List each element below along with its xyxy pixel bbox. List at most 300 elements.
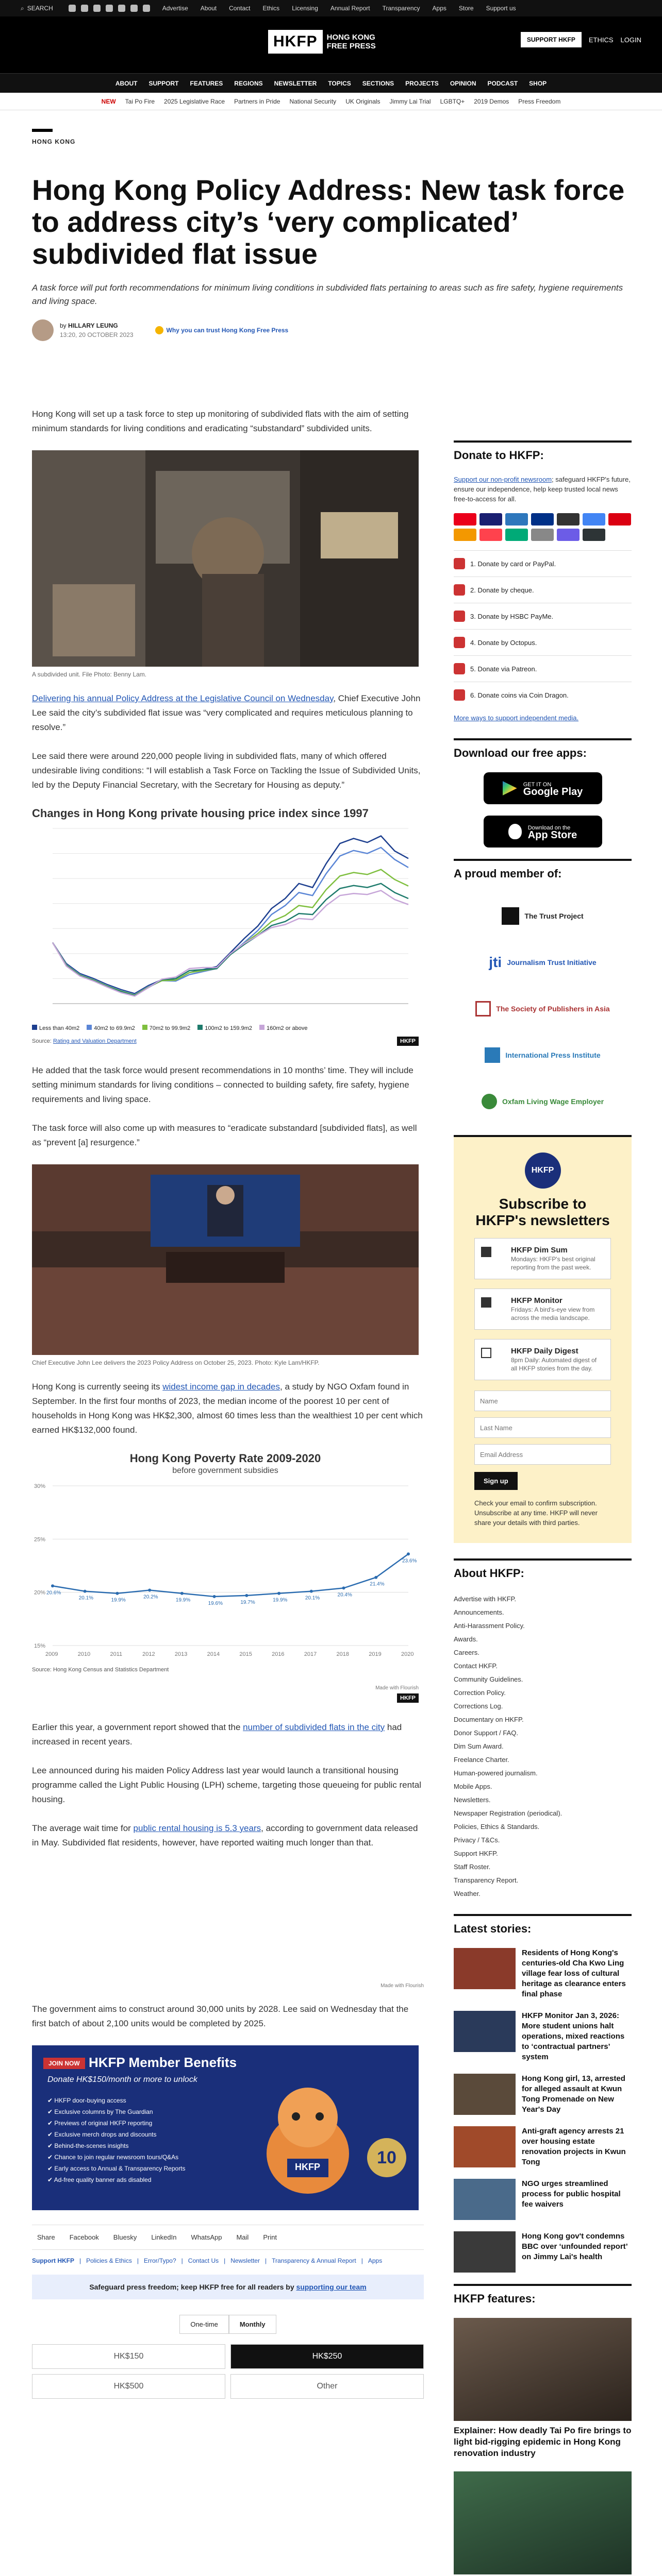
- octopus-icon: [454, 637, 465, 648]
- paragraph: He added that the task force would present recommendations in 10 months’ time. They will include setting minimum standards for living conditions – connected to building safety, fire safety, hygiene requirements and living space.: [32, 1065, 413, 1104]
- footer-link[interactable]: Error/Typo?: [143, 2257, 176, 2264]
- photo-caption: A subdivided unit. File Photo: Benny Lam.: [32, 671, 147, 678]
- info-icon: [155, 326, 163, 334]
- latest-stories: [454, 1948, 632, 2273]
- amex-icon: [505, 513, 528, 526]
- data-point: [374, 1576, 377, 1579]
- about-link[interactable]: Community Guidelines.: [454, 1675, 523, 1683]
- benefit-item: ✔ Early access to Annual & Transparency Reports: [47, 2165, 186, 2172]
- latest-story[interactable]: HKFP Monitor Jan 3, 2026: More student unions halt operations, mixed reactions to ‘contractual partners’ system: [454, 2011, 632, 2062]
- nav-item[interactable]: PROJECTS: [405, 79, 439, 87]
- data-point: [310, 1590, 313, 1593]
- newsletter-option[interactable]: HKFP Dim Sum Mondays: HKFP's best original reporting from the past week.: [474, 1238, 611, 1279]
- data-point: [407, 1552, 410, 1555]
- octopus-icon: [454, 529, 476, 541]
- feature-image: [454, 2318, 632, 2421]
- rss-icon[interactable]: [143, 5, 150, 12]
- rental-housing-link[interactable]: public rental housing is 5.3 years: [133, 1823, 261, 1833]
- subnav-item[interactable]: Jimmy Lai Trial: [389, 97, 431, 105]
- nav-item[interactable]: PODCAST: [487, 79, 518, 87]
- safeguard-banner: Safeguard press freedom; keep HKFP free for all readers by supporting our team: [32, 2275, 424, 2299]
- category-rule: [32, 129, 53, 132]
- share-linkedin[interactable]: LinkedIn: [151, 2233, 177, 2241]
- about-link[interactable]: Policies, Ethics & Standards.: [454, 1823, 540, 1831]
- footer-link[interactable]: Contact Us: [188, 2257, 219, 2264]
- share-bluesky[interactable]: Bluesky: [113, 2233, 137, 2241]
- share-whatsapp[interactable]: WhatsApp: [191, 2233, 222, 2241]
- x-tick-label: 2015: [239, 1651, 252, 1657]
- x-tick-label: 2014: [207, 1651, 220, 1657]
- benefit-item: ✔ Ad-free quality banner ads disabled: [47, 2176, 152, 2183]
- last-name-input[interactable]: [474, 1417, 611, 1438]
- article-title: Hong Kong Policy Address: New task force to address city’s ‘very complicated’ subdivided flat issue: [32, 174, 625, 270]
- member-logo[interactable]: The Trust Project: [454, 893, 632, 939]
- share-facebook[interactable]: Facebook: [69, 2233, 99, 2241]
- y-tick-label: 30%: [34, 1483, 46, 1489]
- benefit-item: ✔ Previews of original HKFP reporting: [47, 2120, 153, 2127]
- data-label: 20.2%: [143, 1594, 158, 1600]
- sub-nav: [0, 93, 662, 110]
- donate-method[interactable]: 3. Donate by HSBC PayMe.: [454, 603, 632, 629]
- nav-item[interactable]: ABOUT: [115, 79, 138, 87]
- mastercard-icon: [454, 513, 476, 526]
- topbar-link[interactable]: Contact: [229, 5, 251, 12]
- jti-icon: jti: [489, 954, 502, 970]
- about-link[interactable]: Announcements.: [454, 1608, 504, 1616]
- newsletter-option[interactable]: HKFP Daily Digest 8pm Daily: Automated digest of all HKFP stories from the day.: [474, 1339, 611, 1380]
- paragraph: The government aims to construct around 30,000 units by 2028. Lee said on Wednesday that the first batch of about 2,100 units would be completed by 2025.: [32, 2004, 409, 2028]
- x-tick-label: 2017: [304, 1651, 317, 1657]
- more-ways-link[interactable]: More ways to support independent media.: [454, 714, 579, 722]
- topbar-link[interactable]: About: [200, 5, 217, 12]
- data-label: 19.9%: [273, 1597, 288, 1603]
- legend-swatch: [32, 1025, 37, 1030]
- hkfp-chart-badge: HKFP: [397, 1037, 419, 1046]
- visa-icon: [479, 513, 502, 526]
- data-point: [51, 1584, 54, 1587]
- paragraph: The average wait time for public rental housing is 5.3 years, according to government data released in May. Subdivided flat residents, however, have reported waiting much longer than that.: [32, 1823, 418, 1848]
- facebook-icon[interactable]: [69, 5, 76, 12]
- trust-project-icon: [502, 907, 519, 925]
- article-header: [32, 129, 630, 341]
- x-tick-label: 2011: [110, 1651, 123, 1657]
- amount-option[interactable]: Other: [230, 2374, 424, 2399]
- member-logo[interactable]: jti Journalism Trust Initiative: [489, 954, 597, 970]
- article-body: [32, 407, 424, 2399]
- member-logo[interactable]: Oxfam Living Wage Employer: [454, 1078, 632, 1125]
- subnav-item[interactable]: UK Originals: [345, 97, 380, 105]
- subnav-item[interactable]: National Security: [289, 97, 337, 105]
- footer-link[interactable]: Apps: [368, 2257, 383, 2264]
- made-with-flourish[interactable]: Made with Flourish: [380, 1983, 424, 1989]
- data-label: 20.1%: [78, 1595, 94, 1601]
- data-point: [245, 1594, 248, 1597]
- footer-link[interactable]: Policies & Ethics: [86, 2257, 132, 2264]
- newsletter-note: Check your email to confirm subscription. Unsubscribe at any time. HKFP will never share your details with third parties.: [474, 1499, 598, 1527]
- member-heading: A proud member of:: [454, 859, 632, 886]
- chart-subtitle: before government subsidies: [172, 1466, 278, 1475]
- story-thumbnail: [454, 2231, 516, 2273]
- legend-entry: 100m2 to 159.9m2: [197, 1025, 252, 1031]
- about-link[interactable]: Contact HKFP.: [454, 1662, 498, 1670]
- newsletter-option[interactable]: HKFP Monitor Fridays: A bird's-eye view from across the media landscape.: [474, 1289, 611, 1330]
- newsletter-box: [454, 1135, 632, 1543]
- series-line: [53, 1554, 408, 1597]
- footer-links: Support HKFP | Policies & Ethics | Error/Typo? | Contact Us | Newsletter | Transparency & Annual Report | Apps: [32, 2257, 383, 2264]
- about-link[interactable]: Anti-Harassment Policy.: [454, 1622, 525, 1630]
- fps-icon: [505, 529, 528, 541]
- social-icons: [69, 5, 150, 12]
- footer-link[interactable]: Support HKFP: [32, 2257, 74, 2264]
- topbar-link[interactable]: Licensing: [292, 5, 318, 12]
- check-icon: ✔: [47, 2176, 54, 2183]
- article-category[interactable]: HONG KONG: [32, 138, 76, 145]
- nav-item[interactable]: OPINION: [450, 79, 476, 87]
- data-point: [180, 1592, 184, 1595]
- about-link[interactable]: Advertise with HKFP.: [454, 1595, 517, 1603]
- banner-subtitle: Donate HK$150/month or more to unlock: [47, 2075, 197, 2084]
- instagram-icon[interactable]: [93, 5, 101, 12]
- checkbox[interactable]: [481, 1247, 491, 1257]
- about-link[interactable]: Careers.: [454, 1649, 479, 1656]
- paragraph: Lee announced during his maiden Policy Address last year would launch a transitional housing programme called the Light Public Housing (LPH) scheme, targeting those queueing for public rental housing.: [32, 1766, 422, 1804]
- x-tick-label: 2020: [401, 1651, 414, 1657]
- data-label: 23.6%: [402, 1558, 417, 1564]
- series-line: [53, 870, 408, 995]
- google-play-button[interactable]: GET IT ON Google Play: [484, 772, 602, 804]
- about-link[interactable]: Support HKFP.: [454, 1850, 498, 1857]
- trust-link[interactable]: Why you can trust Hong Kong Free Press: [155, 326, 289, 334]
- banner-title: HKFP Member Benefits: [89, 2055, 237, 2070]
- app-store-button[interactable]: Download on the App Store: [484, 816, 602, 848]
- amount-option[interactable]: HK$150: [32, 2344, 225, 2369]
- donate-method[interactable]: 5. Donate via Patreon.: [454, 655, 632, 682]
- series-line: [53, 848, 408, 995]
- y-tick-label: 20%: [34, 1589, 46, 1596]
- youtube-icon[interactable]: [106, 5, 113, 12]
- paragraph: Lee said there were around 220,000 people living in subdivided flats, many of which offered undesirable living conditions: “I will establish a Task Force on Tackling the Issue of Subdivided Units, led by the Deputy Financial Secretary, with the Secretary for Housing as deputy.”: [32, 751, 421, 790]
- name-input[interactable]: [474, 1391, 611, 1411]
- donate-heading: Donate to HKFP:: [454, 440, 632, 467]
- checkbox[interactable]: [481, 1348, 491, 1358]
- apps-heading: Download our free apps:: [454, 738, 632, 765]
- amount-option[interactable]: HK$250: [230, 2344, 424, 2369]
- amount-option[interactable]: HK$500: [32, 2374, 225, 2399]
- data-label: 19.9%: [111, 1597, 126, 1603]
- site-logo[interactable]: HKFP HONG KONG FREE PRESS: [268, 30, 376, 54]
- benefit-item: ✔ Behind-the-scenes insights: [47, 2142, 129, 2149]
- latest-story[interactable]: Hong Kong girl, 13, arrested for alleged assault at Kwun Tong Promenade on New Year's Day: [454, 2074, 632, 2115]
- donate-method[interactable]: 6. Donate coins via Coin Dragon.: [454, 682, 632, 708]
- chart-title: Hong Kong Poverty Rate 2009-2020: [129, 1452, 321, 1465]
- about-heading: About HKFP:: [454, 1558, 632, 1585]
- payme-icon: [454, 611, 465, 622]
- member-logo[interactable]: The Society of Publishers in Asia: [454, 986, 632, 1032]
- main-nav: [0, 73, 662, 93]
- share-label: Share: [37, 2233, 55, 2241]
- paragraph: The task force will also come up with measures to “eradicate substandard [subdivided flats], as well as “prevent [a] resurgence.”: [32, 1123, 417, 1147]
- feature-story[interactable]: Explainer: How deadly Tai Po fire brings to light bid-rigging epidemic in Hong Kong renovation industry: [454, 2318, 632, 2459]
- cheque-icon: [454, 584, 465, 596]
- tab-one-time[interactable]: One-time: [179, 2315, 228, 2334]
- google-pay-icon: [583, 513, 605, 526]
- share-mail[interactable]: Mail: [236, 2233, 249, 2241]
- features-heading: HKFP features:: [454, 2284, 632, 2311]
- join-now-tag[interactable]: JOIN NOW: [43, 2058, 85, 2069]
- legend-swatch: [142, 1025, 147, 1030]
- patreon-icon: [454, 663, 465, 674]
- sidebar: [454, 440, 632, 2576]
- support-team-link[interactable]: supporting our team: [296, 2283, 367, 2291]
- subdivided-unit-photo: [32, 450, 419, 667]
- data-point: [148, 1589, 151, 1592]
- data-label: 21.4%: [370, 1581, 385, 1587]
- author-avatar: [32, 319, 54, 341]
- check-icon: ✔: [47, 2131, 55, 2138]
- search-link[interactable]: ⌕ SEARCH: [21, 4, 53, 12]
- donate-method[interactable]: 4. Donate by Octopus.: [454, 629, 632, 655]
- latest-heading: Latest stories:: [454, 1914, 632, 1941]
- nav-item[interactable]: REGIONS: [234, 79, 263, 87]
- topbar-link[interactable]: Ethics: [262, 5, 280, 12]
- story-thumbnail: [454, 2126, 516, 2167]
- payme-icon: [608, 513, 631, 526]
- footer-link[interactable]: Newsletter: [230, 2257, 260, 2264]
- data-label: 20.6%: [46, 1590, 61, 1596]
- series-line: [53, 890, 408, 996]
- paragraph: Delivering his annual Policy Address at the Legislative Council on Wednesday, Chief Executive John Lee said the city’s subdivided flat issue was “very complicated and requires meticulous planning to resolve.”: [32, 693, 421, 732]
- threads-icon[interactable]: [130, 5, 138, 12]
- about-link[interactable]: Corrections Log.: [454, 1702, 503, 1710]
- nav-item[interactable]: SUPPORT: [148, 79, 179, 87]
- y-tick-label: 15%: [34, 1643, 46, 1649]
- member-benefits-banner[interactable]: [32, 2045, 419, 2210]
- subnav-item[interactable]: Press Freedom: [518, 97, 561, 105]
- ad-space: [32, 1865, 424, 1983]
- about-link[interactable]: Awards.: [454, 1635, 478, 1643]
- legend-swatch: [197, 1025, 203, 1030]
- data-label: 19.6%: [208, 1600, 223, 1606]
- site-header: [0, 16, 662, 73]
- hkfp-chart-badge: HKFP: [397, 1693, 419, 1703]
- paypal-icon: [531, 513, 554, 526]
- check-icon: ✔: [47, 2108, 55, 2115]
- latest-story[interactable]: NGO urges streamlined process for public hospital fee waivers: [454, 2179, 632, 2220]
- oxfam-icon: [482, 1094, 497, 1109]
- x-tick-label: 2012: [142, 1651, 155, 1657]
- data-label: 19.9%: [175, 1597, 191, 1603]
- subnav-item[interactable]: 2025 Legislative Race: [164, 97, 225, 105]
- series-line: [53, 836, 408, 994]
- check-icon: ✔: [47, 2154, 55, 2161]
- about-link[interactable]: Donor Support / FAQ.: [454, 1729, 519, 1737]
- signup-button[interactable]: Sign up: [474, 1472, 518, 1490]
- chart-title: Changes in Hong Kong private housing price index since 1997: [32, 807, 369, 820]
- x-tick-label: 2016: [272, 1651, 285, 1657]
- top-utility-bar: [0, 0, 662, 16]
- x-tick-label: 2018: [336, 1651, 350, 1657]
- feature-story[interactable]: [454, 2471, 632, 2576]
- legend-swatch: [259, 1025, 264, 1030]
- housing-price-plot: [32, 823, 419, 1019]
- card-icon: [454, 558, 465, 569]
- about-link[interactable]: Correction Policy.: [454, 1689, 506, 1697]
- about-list: [454, 1592, 632, 1901]
- data-point: [342, 1586, 345, 1589]
- sopa-icon: [475, 1001, 491, 1016]
- paragraph: Hong Kong is currently seeing its widest income gap in decades, a study by NGO Oxfam found in September. In the first four months of 2023, the median income of the poorest 10 per cent of households in Hong Kong was HK$2,300, almost 60 times less than the wealthiest 10 per cent which earned HK$132,000 found.: [32, 1382, 423, 1435]
- new-label: NEW: [101, 97, 116, 105]
- income-gap-link[interactable]: widest income gap in decades: [162, 1382, 280, 1392]
- donate-method[interactable]: 1. Donate by card or PayPal.: [454, 550, 632, 577]
- data-label: 20.4%: [337, 1592, 352, 1598]
- y-tick-label: 25%: [34, 1536, 46, 1543]
- google-play-icon: [503, 781, 517, 795]
- latest-story[interactable]: Residents of Hong Kong's centuries-old Cha Kwo Ling village fear loss of cultural heritage as clearance enters final phase: [454, 1948, 632, 1999]
- donate-text: Support our non-profit newsroom; safeguard HKFP's future, ensure our independence, help keep trusted local news free-to-access for all.: [454, 476, 631, 503]
- donation-amounts: [32, 2344, 424, 2399]
- x-tick-label: 2019: [369, 1651, 382, 1657]
- nav-item[interactable]: FEATURES: [190, 79, 223, 87]
- poverty-rate-plot: [32, 1476, 419, 1661]
- data-point: [277, 1592, 280, 1595]
- data-point: [84, 1590, 87, 1593]
- topbar-link[interactable]: Store: [458, 5, 474, 12]
- story-thumbnail: [454, 2179, 516, 2220]
- feature-image: [454, 2471, 632, 2574]
- paragraph: Earlier this year, a government report showed that the number of subdivided flats in the city had increased in recent years.: [32, 1722, 402, 1747]
- legend-entry: 40m2 to 69.9m2: [87, 1025, 135, 1031]
- benefit-item: ✔ Exclusive columns by The Guardian: [47, 2108, 153, 2115]
- data-label: 20.1%: [305, 1595, 320, 1601]
- topbar-link[interactable]: Transparency: [382, 5, 420, 12]
- mascot: HKFP: [259, 2076, 357, 2195]
- about-link[interactable]: Privacy / T&Cs.: [454, 1836, 500, 1844]
- email-icon[interactable]: [118, 5, 125, 12]
- check-icon: ✔: [47, 2142, 55, 2149]
- member-logo[interactable]: International Press Institute: [454, 1032, 632, 1078]
- tab-monthly[interactable]: Monthly: [229, 2315, 276, 2334]
- donate-method[interactable]: 2. Donate by cheque.: [454, 577, 632, 603]
- newsletter-heading: Subscribe to HKFP's newsletters: [475, 1196, 610, 1228]
- tenth-anniversary-badge: 10: [367, 2138, 406, 2177]
- about-link[interactable]: Dim Sum Award.: [454, 1742, 504, 1750]
- checkbox[interactable]: [481, 1297, 491, 1308]
- about-link[interactable]: Freelance Charter.: [454, 1756, 509, 1764]
- about-link[interactable]: Newsletters.: [454, 1796, 491, 1804]
- story-thumbnail: [454, 2074, 516, 2115]
- about-link[interactable]: Mobile Apps.: [454, 1783, 492, 1790]
- payment-methods: [454, 513, 632, 541]
- coin-icon: [454, 689, 465, 701]
- latest-story[interactable]: Hong Kong gov't condemns BBC over ‘unfounded report’ on Jimmy Lai's health: [454, 2231, 632, 2273]
- topbar-link[interactable]: Advertise: [162, 5, 188, 12]
- subdivided-flats-link[interactable]: number of subdivided flats in the city: [243, 1722, 385, 1732]
- nav-item[interactable]: TOPICS: [328, 79, 351, 87]
- policy-address-link[interactable]: Delivering his annual Policy Address at the Legislative Council on Wednesday: [32, 693, 334, 703]
- topbar-link[interactable]: Support us: [486, 5, 516, 12]
- ipi-icon: [485, 1047, 500, 1063]
- poverty-rate-chart: [32, 1452, 419, 1703]
- about-link[interactable]: Documentary on HKFP.: [454, 1716, 524, 1723]
- check-icon: ✔: [47, 2120, 55, 2127]
- story-thumbnail: [454, 2011, 516, 2052]
- byline: by HILLARY LEUNG 13:20, 20 OCTOBER 2023 Why you can trust Hong Kong Free Press: [32, 319, 630, 341]
- latest-story[interactable]: Anti-graft agency arrests 21 over housing estate renovation projects in Kwun Tong: [454, 2126, 632, 2167]
- about-link[interactable]: Transparency Report.: [454, 1876, 519, 1884]
- support-hkfp-button[interactable]: SUPPORT HKFP: [521, 32, 582, 47]
- bank-icon: [557, 529, 580, 541]
- article-lede: A task force will put forth recommendations for minimum living conditions in subdivided flats pertaining to areas such as fire safety, hygiene requirements and living space.: [32, 283, 623, 306]
- x-tick-label: 2013: [174, 1651, 188, 1657]
- author-name[interactable]: HILLARY LEUNG: [68, 322, 118, 329]
- apple-pay-icon: [557, 513, 580, 526]
- benefit-item: ✔ Chance to join regular newsroom tours/Q&As: [47, 2154, 179, 2161]
- topbar-link[interactable]: Apps: [432, 5, 446, 12]
- data-label: 19.7%: [240, 1599, 255, 1605]
- x-tick-label: 2009: [45, 1651, 58, 1657]
- hkfp-logo: HKFP: [525, 1153, 561, 1189]
- story-thumbnail: [454, 1948, 516, 1989]
- chart-source: Source: Hong Kong Census and Statistics Department: [32, 1667, 169, 1673]
- housing-price-chart: [32, 807, 419, 1046]
- benefit-item: ✔ Exclusive merch drops and discounts: [47, 2131, 157, 2138]
- chart-source: Source: Rating and Valuation Department: [32, 1038, 137, 1044]
- nav-item[interactable]: NEWSLETTER: [274, 79, 317, 87]
- check-icon: ✔: [47, 2097, 55, 2104]
- legend-entry: 70m2 to 99.9m2: [142, 1025, 191, 1031]
- x-icon[interactable]: [81, 5, 88, 12]
- search-icon: ⌕: [21, 4, 24, 12]
- article-date: 13:20, 20 OCTOBER 2023: [60, 331, 134, 338]
- crypto-icon: [583, 529, 605, 541]
- email-input[interactable]: [474, 1444, 611, 1465]
- topbar-link[interactable]: Annual Report: [330, 5, 370, 12]
- share-print[interactable]: Print: [263, 2233, 277, 2241]
- photo-caption: Chief Executive John Lee delivers the 2023 Policy Address on October 25, 2023. Photo: Kyle Lam/HKFP.: [32, 1359, 320, 1366]
- about-link[interactable]: Human-powered journalism.: [454, 1769, 538, 1777]
- legend-entry: Less than 40m2: [32, 1025, 79, 1031]
- legend-swatch: [87, 1025, 92, 1030]
- subnav-item[interactable]: Tai Po Fire: [125, 97, 155, 105]
- about-link[interactable]: Staff Roster.: [454, 1863, 491, 1871]
- about-link[interactable]: Newspaper Registration (periodical).: [454, 1809, 562, 1817]
- nav-item[interactable]: SHOP: [529, 79, 547, 87]
- donation-frequency-tabs: [32, 2315, 424, 2334]
- subnav-item[interactable]: Partners in Pride: [234, 97, 280, 105]
- about-link[interactable]: Weather.: [454, 1890, 481, 1897]
- made-with-flourish[interactable]: Made with Flourish: [375, 1685, 419, 1691]
- share-bar: [32, 2225, 424, 2250]
- login-link[interactable]: LOGIN: [620, 36, 641, 44]
- chart-legend: [32, 1025, 419, 1031]
- subnav-item[interactable]: 2019 Demos: [474, 97, 509, 105]
- benefit-item: ✔ HKFP door-buying access: [47, 2097, 126, 2104]
- cheque-icon: [531, 529, 554, 541]
- check-icon: ✔: [47, 2165, 55, 2172]
- x-tick-label: 2010: [77, 1651, 91, 1657]
- legend-entry: 160m2 or above: [259, 1025, 308, 1031]
- data-point: [213, 1595, 216, 1598]
- policy-address-photo: [32, 1164, 419, 1355]
- ethics-link[interactable]: ETHICS: [588, 36, 614, 44]
- benefits-list: [47, 2095, 186, 2185]
- data-point: [115, 1592, 119, 1595]
- subnav-item[interactable]: LGBTQ+: [440, 97, 465, 105]
- patreon-icon: [479, 529, 502, 541]
- nav-item[interactable]: SECTIONS: [362, 79, 394, 87]
- footer-link[interactable]: Transparency & Annual Report: [272, 2257, 356, 2264]
